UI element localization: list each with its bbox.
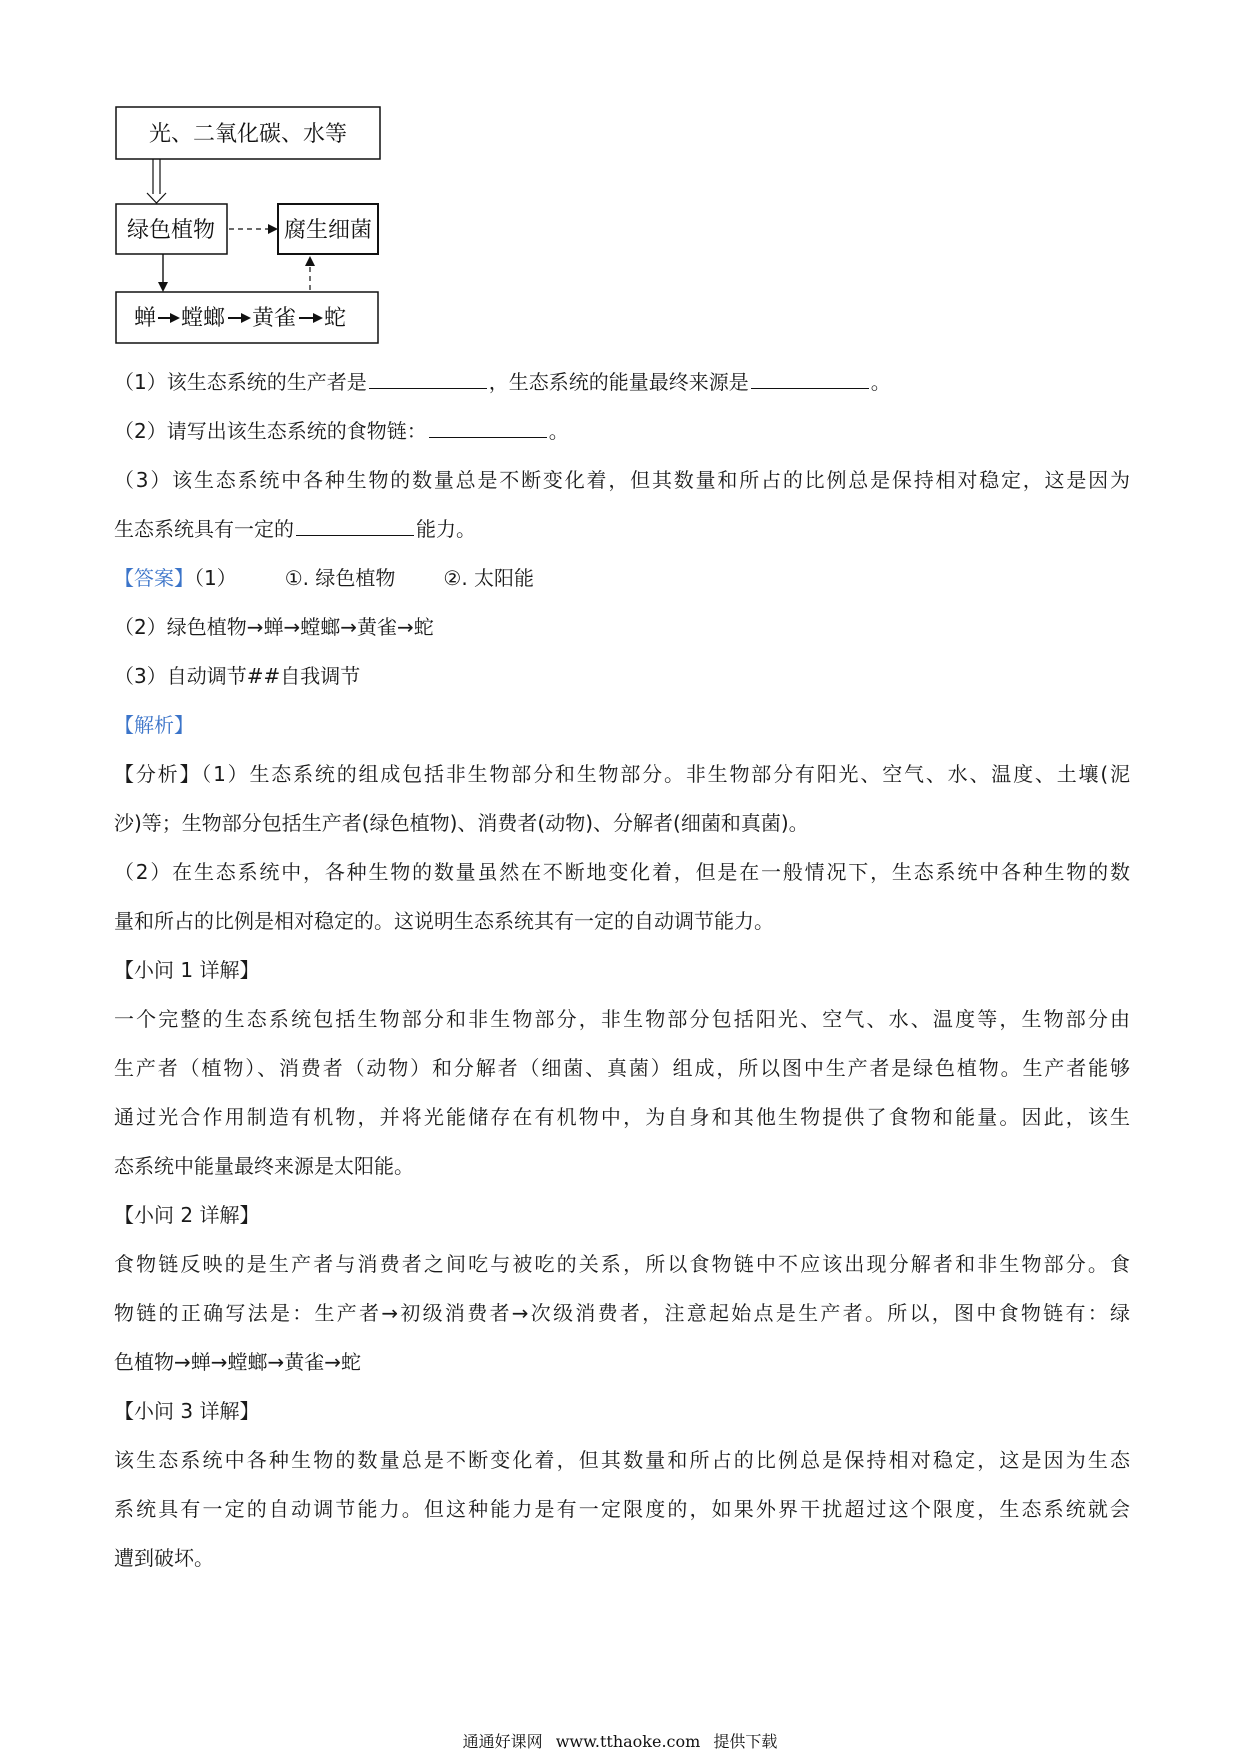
q2-text-b: 。: [548, 419, 569, 443]
analysis-line-4: 量和所占的比例是相对稳定的。这说明生态系统其有一定的自动调节能力。: [114, 909, 774, 933]
energy-flow-arrow: [147, 159, 166, 203]
subquestion-2-line-1: 食物链反映的是生产者与消费者之间吃与被吃的关系，所以食物链中不应该出现分解者和非生物部分。食: [114, 1252, 1130, 1276]
saprophytic-bacteria-box: [278, 204, 378, 254]
question-1: [114, 358, 1130, 407]
subquestion-1-line-4: 态系统中能量最终来源是太阳能。: [114, 1154, 414, 1178]
abiotic-factors-label: 光、二氧化碳、水等: [148, 122, 348, 147]
green-plant-label: 绿色植物: [126, 218, 216, 243]
explanation-tag: 【解析】: [114, 713, 194, 737]
subquestion-1-title: 【小问 1 详解】: [114, 958, 260, 982]
ecosystem-diagram: [0, 0, 1240, 360]
chain-snake: 蛇: [324, 306, 347, 331]
footer-site-name: 通通好课网: [462, 1732, 543, 1751]
analysis-line-2: 沙)等；生物部分包括生产者(绿色植物)、消费者(动物)、分解者(细菌和真菌)。: [114, 811, 809, 835]
answer-tag: 【答案】: [114, 566, 194, 590]
chain-cicada: 蝉: [134, 306, 157, 331]
question-2: [114, 407, 1130, 456]
answer-1: [114, 554, 1130, 603]
q3-text-b: 能力。: [416, 517, 476, 541]
answer-1-option-2: ②. 太阳能: [443, 566, 535, 590]
answer-1-option-1: ①. 绿色植物: [284, 566, 396, 590]
analysis-line-3: （2）在生态系统中，各种生物的数量虽然在不断地变化着，但是在一般情况下，生态系统中各种生物的数: [114, 860, 1130, 884]
subquestion-1-line-2: 生产者（植物）、消费者（动物）和分解者（细菌、真菌）组成，所以图中生产者是绿色植物。生产者能够: [114, 1056, 1130, 1080]
subquestion-1-line-3: 通过光合作用制造有机物，并将光能储存在有机物中，为自身和其他生物提供了食物和能量。因此，该生: [114, 1105, 1130, 1129]
subquestion-1-line-1: 一个完整的生态系统包括生物部分和非生物部分，非生物部分包括阳光、空气、水、温度等，生物部分由: [114, 1007, 1130, 1031]
answer-3: （3）自动调节##自我调节: [114, 664, 361, 688]
chain-mantis: 螳螂: [181, 306, 226, 331]
page-footer: [0, 1729, 1240, 1752]
q2-text-a: （2）请写出该生态系统的食物链：: [114, 419, 427, 443]
footer-suffix: 提供下载: [713, 1732, 778, 1751]
question-3-line-1: （3）该生态系统中各种生物的数量总是不断变化着，但其数量和所占的比例总是保持相对稳定，这是因为: [114, 468, 1130, 492]
q1-blank-energy: [751, 368, 869, 389]
question-3-line-2: [114, 505, 1130, 554]
answer-2: （2）绿色植物→蝉→螳螂→黄雀→蛇: [114, 615, 434, 639]
food-chain-box: [116, 292, 378, 343]
abiotic-factors-box: [116, 107, 380, 159]
q2-blank-chain: [429, 417, 547, 438]
q1-blank-producer: [369, 368, 487, 389]
q3-text-a: 生态系统具有一定的: [114, 517, 294, 541]
q1-text-b: ，生态系统的能量最终来源是: [488, 370, 749, 394]
subquestion-2-title: 【小问 2 详解】: [114, 1203, 260, 1227]
subquestion-3-line-3: 遭到破坏。: [114, 1546, 214, 1570]
subquestion-3-title: 【小问 3 详解】: [114, 1399, 260, 1423]
footer-url[interactable]: www.tthaoke.com: [555, 1732, 701, 1751]
q3-blank-ability: [296, 515, 414, 536]
saprophytic-bacteria-label: 腐生细菌: [283, 218, 373, 243]
subquestion-2-line-3: 色植物→蝉→螳螂→黄雀→蛇: [114, 1350, 362, 1374]
question-content: [114, 358, 1130, 1583]
subquestion-3-line-2: 系统具有一定的自动调节能力。但这种能力是有一定限度的，如果外界干扰超过这个限度，生态系统就会: [114, 1497, 1130, 1521]
answer-1-label: （1）: [194, 566, 237, 590]
q1-text-a: （1）该生态系统的生产者是: [114, 370, 367, 394]
subquestion-2-line-2: 物链的正确写法是：生产者→初级消费者→次级消费者，注意起始点是生产者。所以，图中食物链有：绿: [114, 1301, 1130, 1325]
chain-oriole: 黄雀: [252, 306, 297, 331]
green-plant-box: [116, 204, 227, 254]
analysis-line-1: 【分析】（1）生态系统的组成包括非生物部分和生物部分。非生物部分有阳光、空气、水、温度、土壤(泥: [114, 762, 1130, 786]
q1-text-c: 。: [870, 370, 891, 394]
subquestion-3-line-1: 该生态系统中各种生物的数量总是不断变化着，但其数量和所占的比例总是保持相对稳定，这是因为生态: [114, 1448, 1130, 1472]
